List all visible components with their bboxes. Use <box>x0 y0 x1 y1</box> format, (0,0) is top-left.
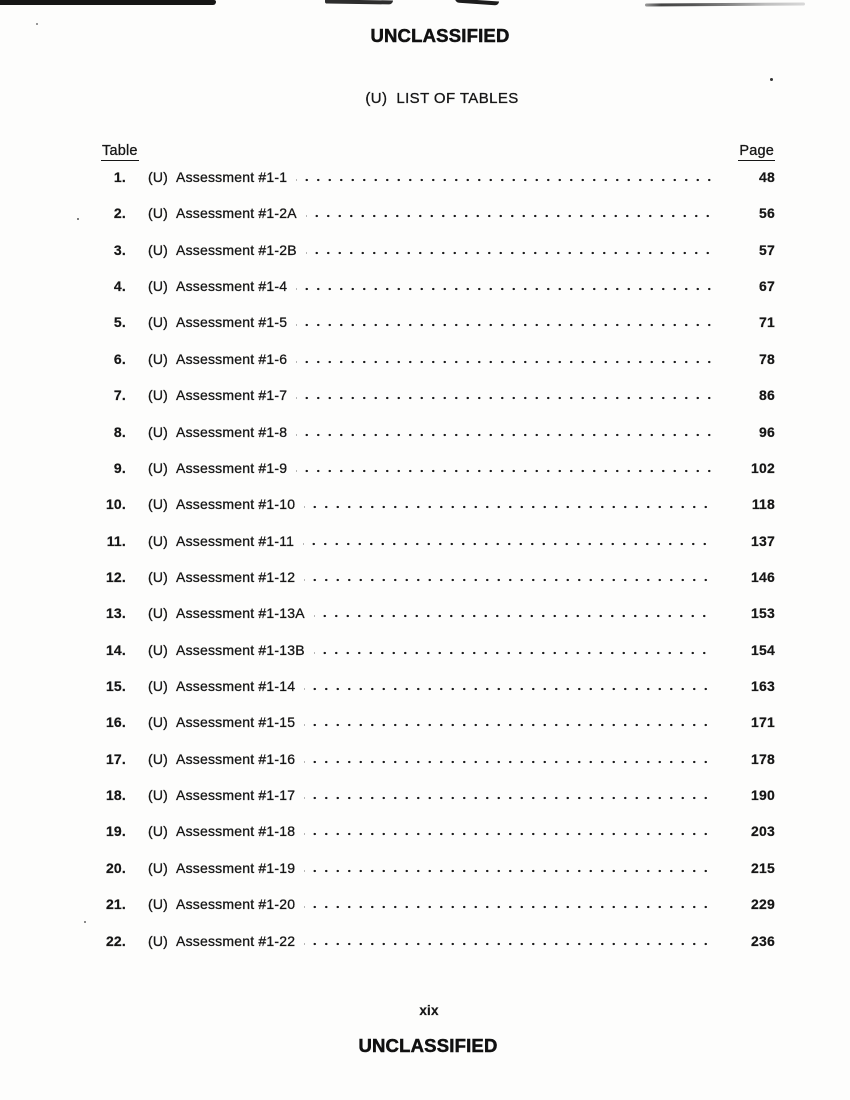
toc-entry-row <box>100 276 775 312</box>
toc-entry-row <box>100 567 775 603</box>
entry-classification: (U) <box>148 387 169 404</box>
entry-number: 6. <box>113 350 126 367</box>
entry-classification: (U) <box>148 532 169 549</box>
dot-leader <box>296 469 711 473</box>
toc-entry-row <box>100 749 775 785</box>
classification-banner-top: UNCLASSIFIED <box>370 25 510 46</box>
entry-classification: (U) <box>148 241 169 258</box>
entry-page-number: 71 <box>759 314 775 331</box>
entry-title: Assessment #1-9 <box>176 459 288 476</box>
entry-title: Assessment #1-13A <box>176 605 305 622</box>
scan-speck <box>77 218 79 220</box>
entry-classification: (U) <box>148 459 169 476</box>
toc-entry-row <box>100 385 775 421</box>
entry-page-number: 171 <box>751 714 775 731</box>
entry-title: Assessment #1-17 <box>176 787 296 804</box>
dot-leader <box>304 796 711 800</box>
folio-page-number: xix <box>419 1003 439 1018</box>
dot-leader <box>304 905 711 909</box>
entry-classification: (U) <box>148 750 169 767</box>
entry-title: Assessment #1-20 <box>176 896 296 913</box>
entry-number: 10. <box>105 496 126 513</box>
scan-artifact-bar-middle2 <box>455 0 499 6</box>
entry-page-number: 86 <box>759 387 775 404</box>
dot-leader <box>314 651 711 655</box>
dot-leader <box>296 433 711 437</box>
dot-leader <box>296 287 711 291</box>
entry-number: 4. <box>113 278 126 295</box>
dot-leader <box>304 578 711 582</box>
entry-page-number: 48 <box>759 169 775 185</box>
toc-entry-row <box>100 203 775 239</box>
entry-number: 21. <box>105 896 126 913</box>
dot-leader <box>304 687 711 691</box>
entry-title: Assessment #1-18 <box>176 823 296 840</box>
toc-entry-row <box>100 858 775 894</box>
entry-title: Assessment #1-11 <box>176 532 295 549</box>
entry-title: Assessment #1-8 <box>176 423 288 440</box>
entry-title: Assessment #1-4 <box>176 278 288 295</box>
dot-leader <box>314 614 711 618</box>
entry-page-number: 236 <box>751 932 775 949</box>
page-title-text: LIST OF TABLES <box>396 90 519 107</box>
entry-page-number: 67 <box>759 278 775 295</box>
toc-entry-row <box>100 785 775 821</box>
entry-number: 22. <box>105 932 126 949</box>
entry-classification: (U) <box>148 823 169 840</box>
entry-page-number: 215 <box>751 859 775 876</box>
entry-classification: (U) <box>148 314 169 331</box>
toc-entry-row <box>100 349 775 385</box>
scan-artifact-bar-middle <box>325 0 393 4</box>
entry-page-number: 118 <box>751 496 775 513</box>
table-of-tables-list <box>100 167 775 967</box>
classification-banner-bottom: UNCLASSIFIED <box>358 1035 498 1056</box>
dot-leader <box>304 869 711 873</box>
dot-leader <box>304 760 711 764</box>
dot-leader <box>304 832 711 836</box>
dot-leader <box>296 396 711 400</box>
toc-entry-row <box>100 494 775 530</box>
entry-title: Assessment #1-7 <box>176 387 288 404</box>
entry-page-number: 153 <box>751 605 775 622</box>
entry-page-number: 203 <box>751 823 775 840</box>
dot-leader <box>304 505 711 509</box>
entry-number: 18. <box>105 787 126 804</box>
scan-artifact-bar-right <box>645 2 805 6</box>
entry-title: Assessment #1-1 <box>176 169 288 185</box>
toc-entry-row <box>100 167 775 203</box>
toc-entry-row <box>100 240 775 276</box>
entry-page-number: 190 <box>751 787 775 804</box>
entry-page-number: 78 <box>759 350 775 367</box>
entry-number: 2. <box>113 205 126 222</box>
entry-number: 14. <box>105 641 126 658</box>
entry-page-number: 163 <box>751 678 775 695</box>
entry-page-number: 146 <box>751 568 775 585</box>
toc-entry-row <box>100 640 775 676</box>
entry-number: 12. <box>105 568 126 585</box>
entry-number: 3. <box>113 241 126 258</box>
toc-entry-row <box>100 312 775 348</box>
entry-number: 19. <box>105 823 126 840</box>
dot-leader <box>296 323 711 327</box>
column-header-table: Table <box>102 143 138 159</box>
entry-number: 9. <box>113 459 126 476</box>
entry-number: 13. <box>105 605 126 622</box>
entry-classification: (U) <box>148 896 169 913</box>
entry-title: Assessment #1-10 <box>176 496 296 513</box>
scan-artifact-bar-left <box>0 0 216 5</box>
toc-entry-row <box>100 931 775 967</box>
toc-entry-row <box>100 531 775 567</box>
dot-leader <box>306 251 711 255</box>
toc-entry-row <box>100 422 775 458</box>
entry-number: 7. <box>113 387 126 404</box>
entry-classification: (U) <box>148 714 169 731</box>
dot-leader <box>304 723 711 727</box>
entry-page-number: 137 <box>751 532 775 549</box>
scan-speck <box>84 921 86 923</box>
toc-column-headers <box>101 143 775 161</box>
column-header-page: Page <box>739 143 774 159</box>
entry-classification: (U) <box>148 496 169 513</box>
entry-classification: (U) <box>148 859 169 876</box>
entry-classification: (U) <box>148 568 169 585</box>
entry-number: 8. <box>113 423 126 440</box>
entry-number: 11. <box>106 532 126 549</box>
entry-classification: (U) <box>148 423 169 440</box>
toc-entry-row <box>100 894 775 930</box>
entry-page-number: 229 <box>751 896 775 913</box>
entry-number: 16. <box>105 714 126 731</box>
entry-title: Assessment #1-2A <box>176 205 297 222</box>
toc-entry-row <box>100 712 775 748</box>
entry-classification: (U) <box>148 278 169 295</box>
entry-number: 20. <box>105 859 126 876</box>
entry-classification: (U) <box>148 350 169 367</box>
entry-classification: (U) <box>148 932 169 949</box>
entry-page-number: 96 <box>759 423 775 440</box>
scan-speck <box>770 78 773 81</box>
entry-page-number: 56 <box>759 205 775 222</box>
entry-number: 15. <box>105 678 126 695</box>
entry-title: Assessment #1-2B <box>176 241 297 258</box>
entry-classification: (U) <box>148 205 169 222</box>
dot-leader <box>303 542 711 546</box>
entry-title: Assessment #1-15 <box>176 714 296 731</box>
toc-entry-row <box>100 676 775 712</box>
entry-number: 1. <box>113 169 126 185</box>
entry-number: 5. <box>113 314 126 331</box>
entry-title: Assessment #1-14 <box>176 678 296 695</box>
entry-classification: (U) <box>148 787 169 804</box>
entry-title: Assessment #1-13B <box>176 641 305 658</box>
page-title <box>17 90 850 107</box>
dot-leader <box>296 178 711 182</box>
entry-title: Assessment #1-12 <box>176 568 296 585</box>
dot-leader <box>306 214 711 218</box>
dot-leader <box>296 360 711 364</box>
entry-classification: (U) <box>148 169 169 185</box>
entry-title: Assessment #1-19 <box>176 859 296 876</box>
entry-classification: (U) <box>148 678 169 695</box>
toc-entry-row <box>100 458 775 494</box>
toc-entry-row <box>100 821 775 857</box>
entry-title: Assessment #1-5 <box>176 314 288 331</box>
entry-title: Assessment #1-16 <box>176 750 296 767</box>
entry-classification: (U) <box>148 605 169 622</box>
entry-page-number: 102 <box>751 459 775 476</box>
entry-number: 17. <box>105 750 126 767</box>
entry-classification: (U) <box>148 641 169 658</box>
page-title-classification-prefix: (U) <box>365 90 388 107</box>
entry-page-number: 178 <box>751 750 775 767</box>
entry-title: Assessment #1-6 <box>176 350 288 367</box>
toc-entry-row <box>100 603 775 639</box>
entry-title: Assessment #1-22 <box>176 932 296 949</box>
dot-leader <box>304 942 711 946</box>
entry-page-number: 154 <box>751 641 775 658</box>
entry-page-number: 57 <box>759 241 775 258</box>
